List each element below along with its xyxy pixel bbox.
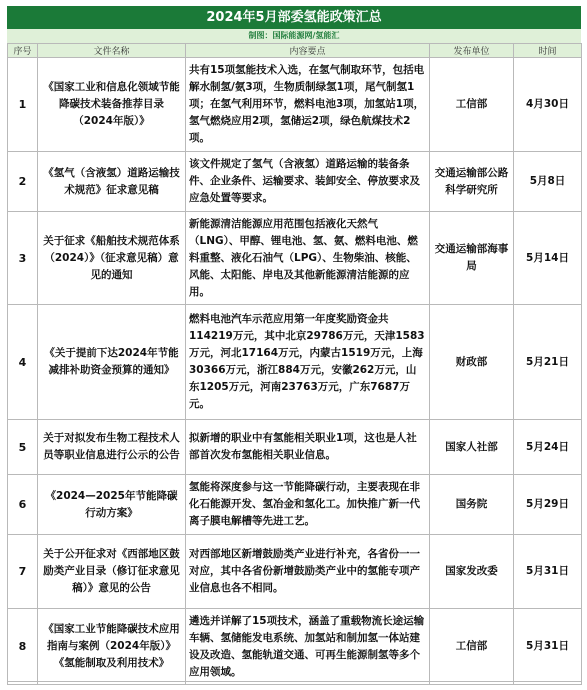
row-name: 《氢气（含液氢）道路运输技术规范》征求意见稿	[38, 152, 186, 212]
table-row	[8, 475, 582, 535]
row-unit: 交通运输部海事局	[430, 212, 514, 305]
header-no: 序号	[8, 44, 38, 58]
row-content: 共有15项氢能技术入选，在氢气制取环节，包括电解水制氢/氨3项，生物质制绿氢1项，尾气制氢1项；在氢气利用环节，燃料电池3项，加氢站1项，氢气燃烧应用2项，氢储运2项，绿色航煤技术2项。	[186, 58, 430, 152]
row-unit: 国家发改委	[430, 535, 514, 609]
row-content: 遴选并详解了15项技术，涵盖了重载物流长途运输车辆、氢储能发电系统、加氢站和制加氢一体站建设及改造、氢能轨道交通、可再生能源制氢等多个应用领域。	[186, 609, 430, 685]
policy-summary-sheet	[7, 6, 581, 685]
row-unit: 交通运输部公路科学研究所	[430, 152, 514, 212]
row-date: 4月30日	[514, 58, 582, 152]
row-name: 《2024—2025年节能降碳行动方案》	[38, 475, 186, 535]
header-content: 内容要点	[186, 44, 430, 58]
table-row	[8, 420, 582, 475]
row-date: 5月21日	[514, 305, 582, 420]
table-row	[8, 305, 582, 420]
row-name: 《国家工业和信息化领域节能降碳技术装备推荐目录（2024年版）》	[38, 58, 186, 152]
row-name: 关于征求《船舶技术规范体系（2024）》（征求意见稿）意见的通知	[38, 212, 186, 305]
row-no: 6	[8, 475, 38, 535]
row-unit: 工信部	[430, 609, 514, 685]
row-unit: 工信部	[430, 58, 514, 152]
row-no: 5	[8, 420, 38, 475]
policy-table	[7, 43, 582, 685]
row-no: 1	[8, 58, 38, 152]
table-row	[8, 609, 582, 685]
table-row	[8, 58, 582, 152]
row-no: 8	[8, 609, 38, 685]
table-row	[8, 535, 582, 609]
row-date: 5月14日	[514, 212, 582, 305]
row-date: 5月24日	[514, 420, 582, 475]
row-no: 3	[8, 212, 38, 305]
row-no: 2	[8, 152, 38, 212]
row-name: 关于对拟发布生物工程技术人员等职业信息进行公示的公告	[38, 420, 186, 475]
row-unit: 国务院	[430, 475, 514, 535]
row-content: 对西部地区新增鼓励类产业进行补充，各省份一一对应，其中各省份新增鼓励类产业中的氢能专项产业信息也各不相同。	[186, 535, 430, 609]
sheet-credit: 制图：国际能源网/氢能汇	[7, 29, 581, 43]
header-unit: 发布单位	[430, 44, 514, 58]
header-date: 时间	[514, 44, 582, 58]
row-name: 关于公开征求对《西部地区鼓励类产业目录（修订征求意见稿）》意见的公告	[38, 535, 186, 609]
table-header-row	[8, 44, 582, 58]
row-date: 5月29日	[514, 475, 582, 535]
row-name: 《关于提前下达2024年节能减排补助资金预算的通知》	[38, 305, 186, 420]
row-no: 7	[8, 535, 38, 609]
row-unit: 财政部	[430, 305, 514, 420]
row-date: 5月31日	[514, 609, 582, 685]
row-unit: 国家人社部	[430, 420, 514, 475]
sheet-title: 2024年5月部委氢能政策汇总	[7, 6, 581, 29]
row-content: 氢能将深度参与这一节能降碳行动，主要表现在非化石能源开发、氢冶金和氢化工。加快推广新一代离子膜电解槽等先进工艺。	[186, 475, 430, 535]
row-date: 5月31日	[514, 535, 582, 609]
row-content: 燃料电池汽车示范应用第一年度奖励资金共114219万元，其中北京29786万元，天津1583万元，河北17164万元，内蒙古1519万元，上海30366万元，浙江884万元，安徽262万元，山东1205万元，河南23763万元，广东7687万元。	[186, 305, 430, 420]
row-no: 4	[8, 305, 38, 420]
row-content: 拟新增的职业中有氢能相关职业1项，这也是人社部首次发布氢能相关职业信息。	[186, 420, 430, 475]
table-row	[8, 212, 582, 305]
row-name: 《国家工业节能降碳技术应用指南与案例（2024年版）》《氢能制取及利用技术》	[38, 609, 186, 685]
table-row	[8, 152, 582, 212]
header-name: 文件名称	[38, 44, 186, 58]
row-date: 5月8日	[514, 152, 582, 212]
row-content: 新能源清洁能源应用范围包括液化天然气（LNG）、甲醇、锂电池、氢、氨、燃料电池、燃料重整、液化石油气（LPG）、生物柴油、核能、风能、太阳能、岸电及其他新能源清洁能源的应用。	[186, 212, 430, 305]
row-content: 该文件规定了氢气（含液氢）道路运输的装备条件、企业条件、运输要求、装卸安全、停放要求及应急处置等要求。	[186, 152, 430, 212]
